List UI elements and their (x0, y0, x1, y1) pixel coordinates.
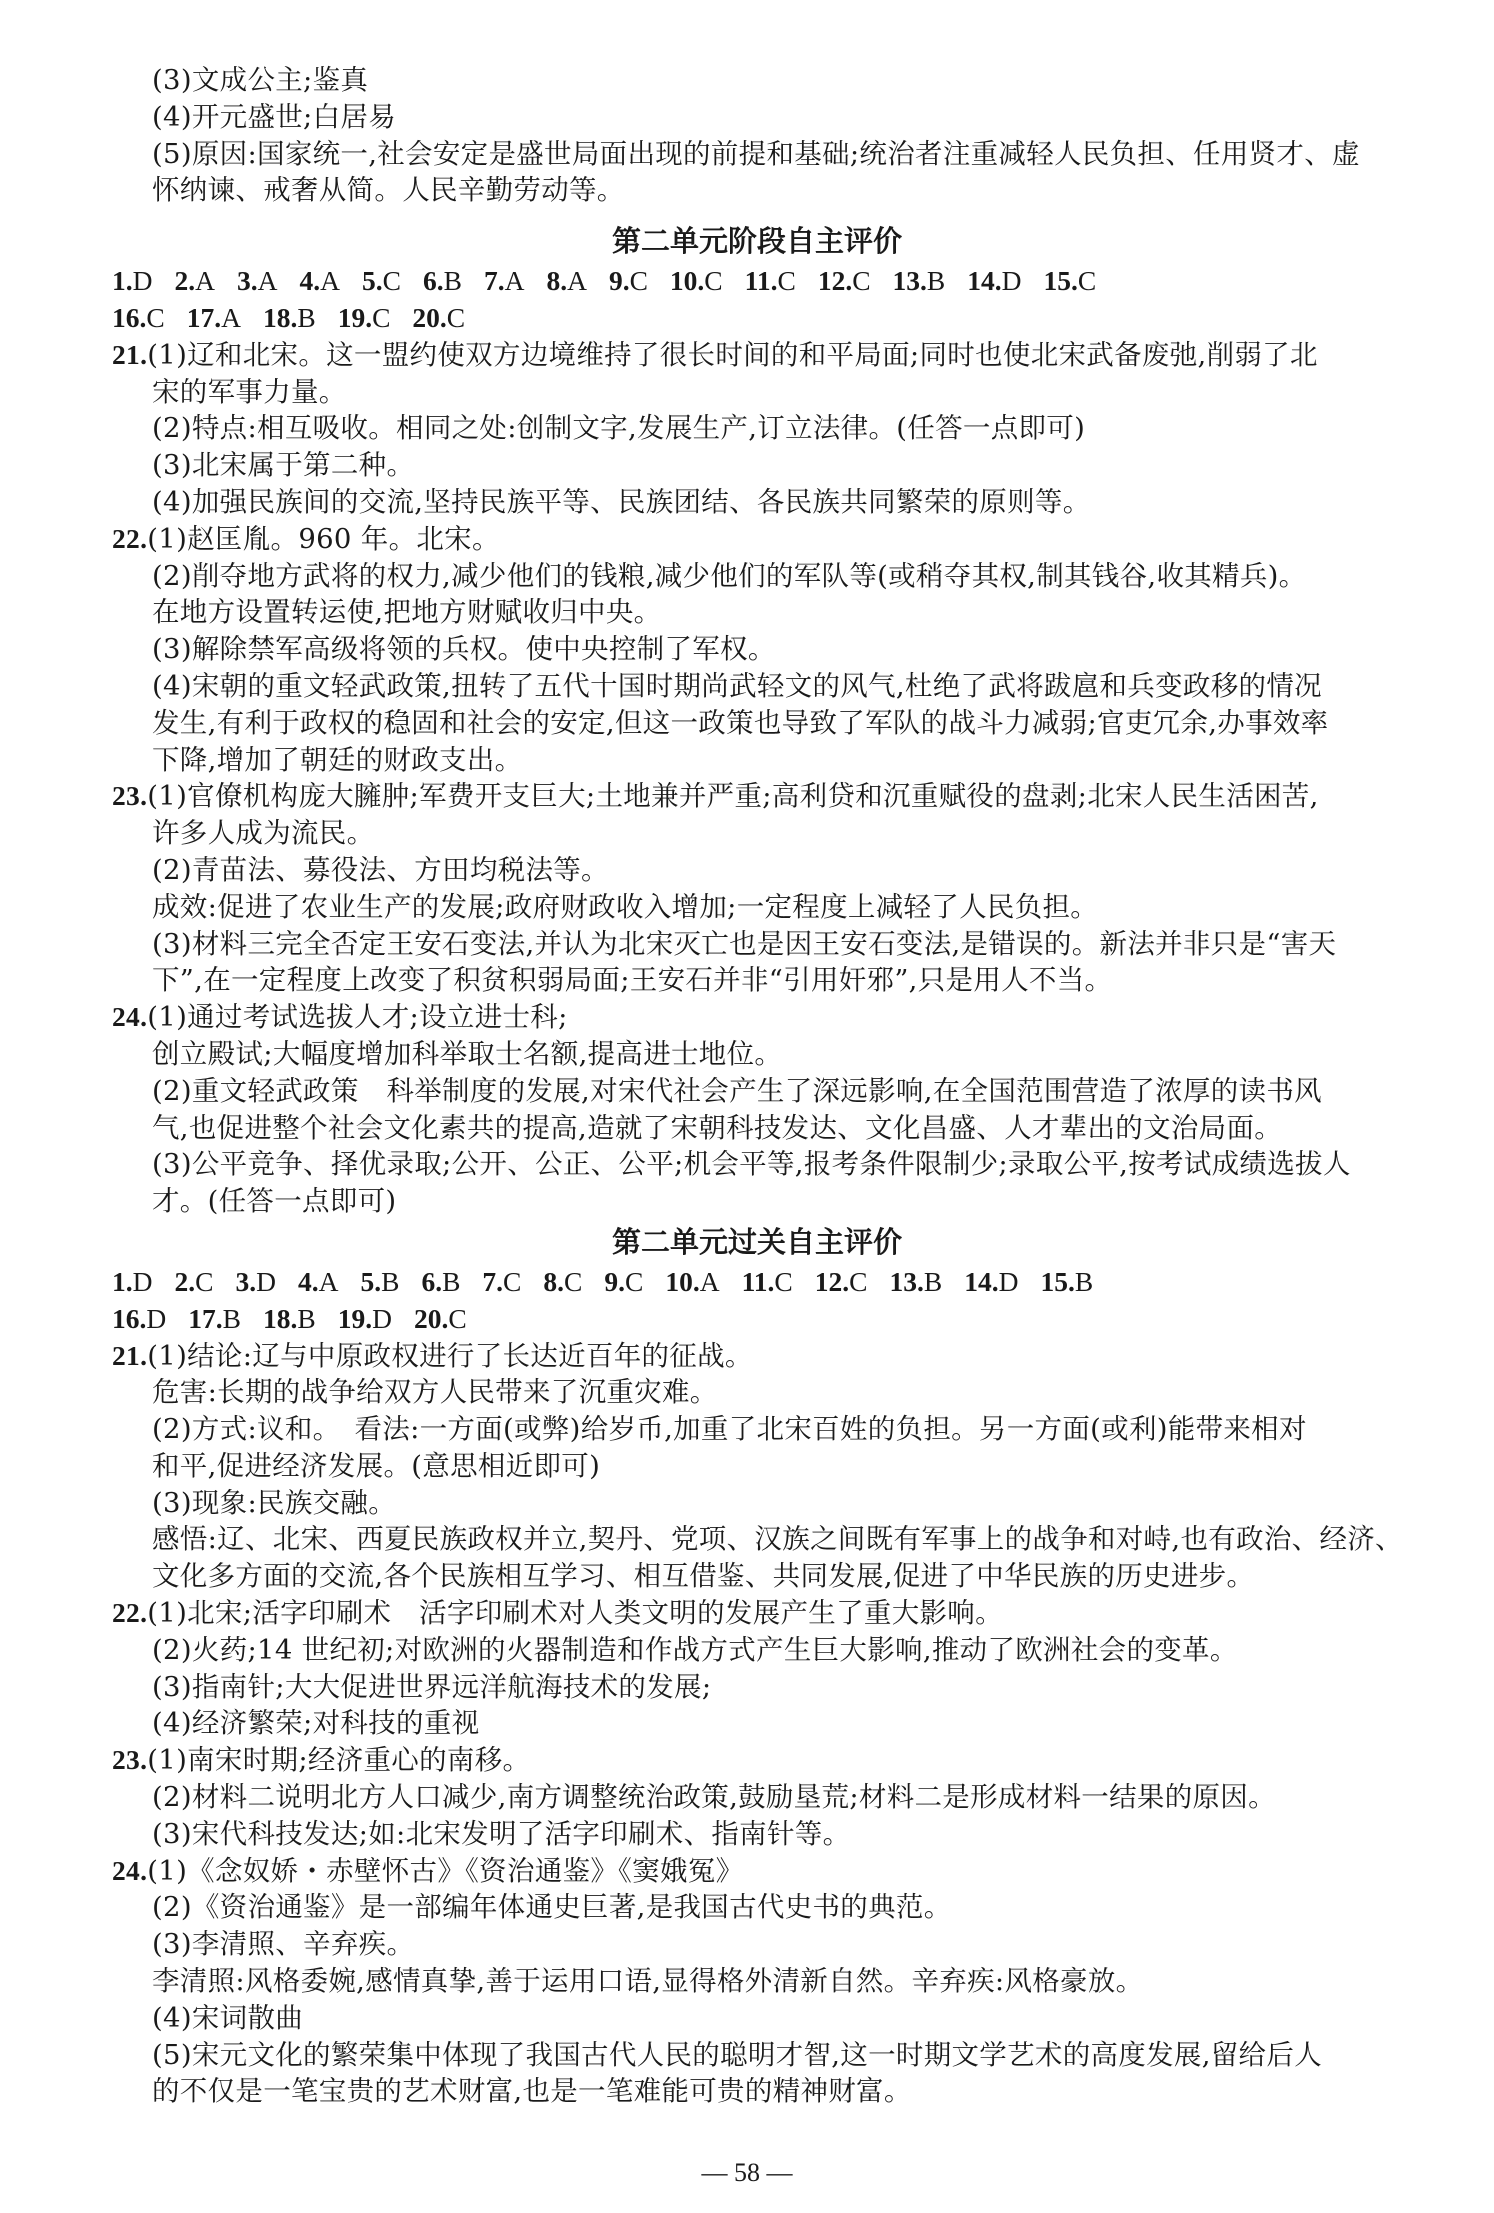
answer-item: 15.C (1043, 265, 1097, 297)
answer-item: 11.C (744, 265, 796, 297)
answer-item: 1.D (112, 265, 153, 297)
text-line: (4)经济繁荣;对科技的重视 (152, 1707, 480, 1740)
answer-item: 2.C (174, 1265, 214, 1297)
question-number: 21. (112, 338, 148, 370)
text-line: (2)材料二说明北方人口减少,南方调整统治政策,鼓励垦荒;材料二是形成材料一结果的原因。 (152, 1781, 1276, 1814)
answer-item: 13.B (892, 265, 946, 297)
answer-key-row (112, 300, 1402, 337)
question-line: 24.(1)《念奴娇・赤壁怀古》《资治通鉴》《窦娥冤》 (112, 1854, 744, 1887)
answer-key-row (112, 263, 1402, 300)
answer-item: 7.A (483, 265, 525, 297)
answer-item: 20.C (413, 1302, 467, 1334)
text-line: (3)李清照、辛弃疾。 (152, 1928, 415, 1961)
text-line: 成效:促进了农业生产的发展;政府财政收入增加;一定程度上减轻了人民负担。 (152, 890, 1099, 923)
answer-item: 13.B (889, 1265, 943, 1297)
text-line: 怀纳谏、戒奢从简。人民辛勤劳动等。 (152, 174, 625, 207)
answer-item: 6.B (422, 265, 462, 297)
question-number: 24. (112, 1001, 148, 1033)
answer-item: 12.C (817, 265, 871, 297)
text-line: (4)加强民族间的交流,坚持民族平等、民族团结、各民族共同繁荣的原则等。 (152, 485, 1091, 518)
answer-key-row (112, 1301, 1402, 1338)
answer-item: 8.C (543, 1265, 583, 1297)
answer-item: 14.D (967, 265, 1022, 297)
answer-item: 2.A (174, 265, 215, 297)
question-line: 21.(1)结论:辽与中原政权进行了长达近百年的征战。 (112, 1339, 753, 1372)
answer-item: 20.C (412, 301, 466, 333)
answer-item: 1.D (112, 1265, 153, 1297)
question-line: 23.(1)南宋时期;经济重心的南移。 (112, 1744, 531, 1777)
question-line: 23.(1)官僚机构庞大臃肿;军费开支巨大;土地兼并严重;高利贷和沉重赋役的盘剥;北宋人民生活困苦, (112, 780, 1319, 813)
answer-item: 8.A (546, 265, 587, 297)
answer-key-row (112, 1264, 1402, 1301)
text-line: (3)文成公主;鉴真 (152, 64, 369, 96)
question-number: 23. (112, 1744, 148, 1776)
answer-item: 16.D (112, 1302, 167, 1334)
answer-item: 5.C (362, 265, 401, 297)
text-line: 和平,促进经济发展。(意思相近即可) (152, 1449, 601, 1482)
section-title: 第二单元阶段自主评价 (611, 224, 902, 259)
answer-item: 15.B (1040, 1265, 1094, 1297)
text-line: (3)宋代科技发达;如:北宋发明了活字印刷术、指南针等。 (152, 1817, 851, 1850)
text-line: 创立殿试;大幅度增加科举取士名额,提高进士地位。 (152, 1037, 783, 1070)
question-number: 21. (112, 1339, 148, 1371)
text-line: (4)宋朝的重文轻武政策,扭转了五代十国时期尚武轻文的风气,杜绝了武将跋扈和兵变政移的情况 (152, 669, 1322, 702)
answer-item: 12.C (814, 1265, 868, 1297)
question-number: 24. (112, 1854, 148, 1886)
text-line: 下降,增加了朝廷的财政支出。 (152, 743, 523, 776)
answer-item: 3.A (237, 265, 278, 297)
answer-item: 4.A (297, 1265, 339, 1297)
text-line: 的不仅是一笔宝贵的艺术财富,也是一笔难能可贵的精神财富。 (152, 2075, 912, 2108)
text-line: 在地方设置转运使,把地方财赋收归中央。 (152, 596, 662, 629)
text-line: 宋的军事力量。 (152, 375, 347, 408)
answer-item: 9.C (604, 1265, 644, 1297)
section-title: 第二单元过关自主评价 (611, 1224, 902, 1259)
answer-item: 19.D (337, 1302, 392, 1334)
answer-item: 9.C (608, 265, 648, 297)
question-number: 22. (112, 1597, 148, 1629)
page-number: — 58 — (701, 2158, 793, 2187)
text-line: 感悟:辽、北宋、西夏民族政权并立,契丹、党项、汉族之间既有军事上的战争和对峙,也有政治、经济、 (152, 1523, 1403, 1556)
text-line: (3)解除禁军高级将领的兵权。使中央控制了军权。 (152, 633, 776, 666)
text-line: (3)公平竞争、择优录取;公开、公正、公平;机会平等,报考条件限制少;录取公平,按考试成绩选拔人 (152, 1148, 1351, 1181)
text-line: (2)《资治通鉴》是一部编年体通史巨著,是我国古代史书的典范。 (152, 1891, 952, 1924)
text-line: (4)开元盛世;白居易 (152, 100, 397, 133)
answer-item: 6.B (421, 1265, 461, 1297)
text-line: (3)指南针;大大促进世界远洋航海技术的发展; (152, 1670, 712, 1703)
text-line: (2)特点:相互吸收。相同之处:创制文字,发展生产,订立法律。(任答一点即可) (152, 412, 1086, 445)
answer-item: 17.A (186, 301, 241, 333)
text-line: (2)方式:议和。 看法:一方面(或弊)给岁币,加重了北宋百姓的负担。另一方面(或利)能带来相对 (152, 1413, 1307, 1446)
question-line: 22.(1)北宋;活字印刷术 活字印刷术对人类文明的发展产生了重大影响。 (112, 1597, 1003, 1630)
text-line: 李清照:风格委婉,感情真挚,善于运用口语,显得格外清新自然。辛弃疾:风格豪放。 (152, 1965, 1144, 1998)
text-line: 文化多方面的交流,各个民族相互学习、相互借鉴、共同发展,促进了中华民族的历史进步。 (152, 1560, 1255, 1593)
text-line: (5)宋元文化的繁荣集中体现了我国古代人民的聪明才智,这一时期文学艺术的高度发展,留给后人 (152, 2038, 1322, 2071)
text-line: 下”,在一定程度上改变了积贫积弱局面;王安石并非“引用奸邪”,只是用人不当。 (152, 964, 1113, 997)
question-line: 21.(1)辽和北宋。这一盟约使双方边境维持了很长时间的和平局面;同时也使北宋武备废弛,削弱了北 (112, 338, 1318, 371)
answer-item: 16.C (112, 301, 165, 333)
answer-item: 14.D (964, 1265, 1019, 1297)
text-line: (3)北宋属于第二种。 (152, 449, 415, 482)
text-line: 气,也促进整个社会文化素共的提高,造就了宋朝科技发达、文化昌盛、人才辈出的文治局面。 (152, 1111, 1283, 1144)
answer-item: 18.B (262, 1302, 316, 1334)
question-number: 22. (112, 522, 148, 554)
answer-item: 10.A (665, 1265, 720, 1297)
text-line: 发生,有利于政权的稳固和社会的安定,但这一政策也导致了军队的战斗力减弱;官吏冗余,办事效率 (152, 706, 1329, 739)
question-number: 23. (112, 780, 148, 812)
answer-item: 5.B (360, 1265, 400, 1297)
text-line: (5)原因:国家统一,社会安定是盛世局面出现的前提和基础;统治者注重减轻人民负担、任用贤才、虚 (152, 137, 1360, 170)
answer-item: 3.D (235, 1265, 276, 1297)
answer-page (112, 62, 1402, 2110)
question-line: 22.(1)赵匡胤。960 年。北宋。 (112, 522, 500, 555)
text-line: (2)火药;14 世纪初;对欧洲的火器制造和作战方式产生巨大影响,推动了欧洲社会的变革。 (152, 1633, 1238, 1666)
question-line: 24.(1)通过考试选拔人才;设立进士科; (112, 1001, 568, 1034)
answer-item: 11.C (741, 1265, 793, 1297)
text-line: (3)材料三完全否定王安石变法,并认为北宋灭亡也是因王安石变法,是错误的。新法并非只是“害天 (152, 927, 1337, 960)
text-line: (2)青苗法、募役法、方田均税法等。 (152, 853, 609, 886)
text-line: 危害:长期的战争给双方人民带来了沉重灾难。 (152, 1376, 718, 1409)
text-line: (2)重文轻武政策 科举制度的发展,对宋代社会产生了深远影响,在全国范围营造了浓厚的读书风 (152, 1074, 1322, 1107)
text-line: (3)现象:民族交融。 (152, 1486, 397, 1519)
answer-item: 18.B (262, 301, 316, 333)
answer-item: 7.C (482, 1265, 522, 1297)
text-line: 许多人成为流民。 (152, 817, 375, 850)
answer-item: 19.C (337, 301, 391, 333)
answer-item: 4.A (299, 265, 340, 297)
text-line: (4)宋词散曲 (152, 2001, 304, 2034)
answer-item: 17.B (188, 1302, 241, 1334)
text-line: (2)削夺地方武将的权力,减少他们的钱粮,减少他们的军队等(或稍夺其权,制其钱谷,收其精兵)。 (152, 559, 1307, 592)
text-line: 才。(任答一点即可) (152, 1185, 397, 1218)
answer-item: 10.C (669, 265, 723, 297)
